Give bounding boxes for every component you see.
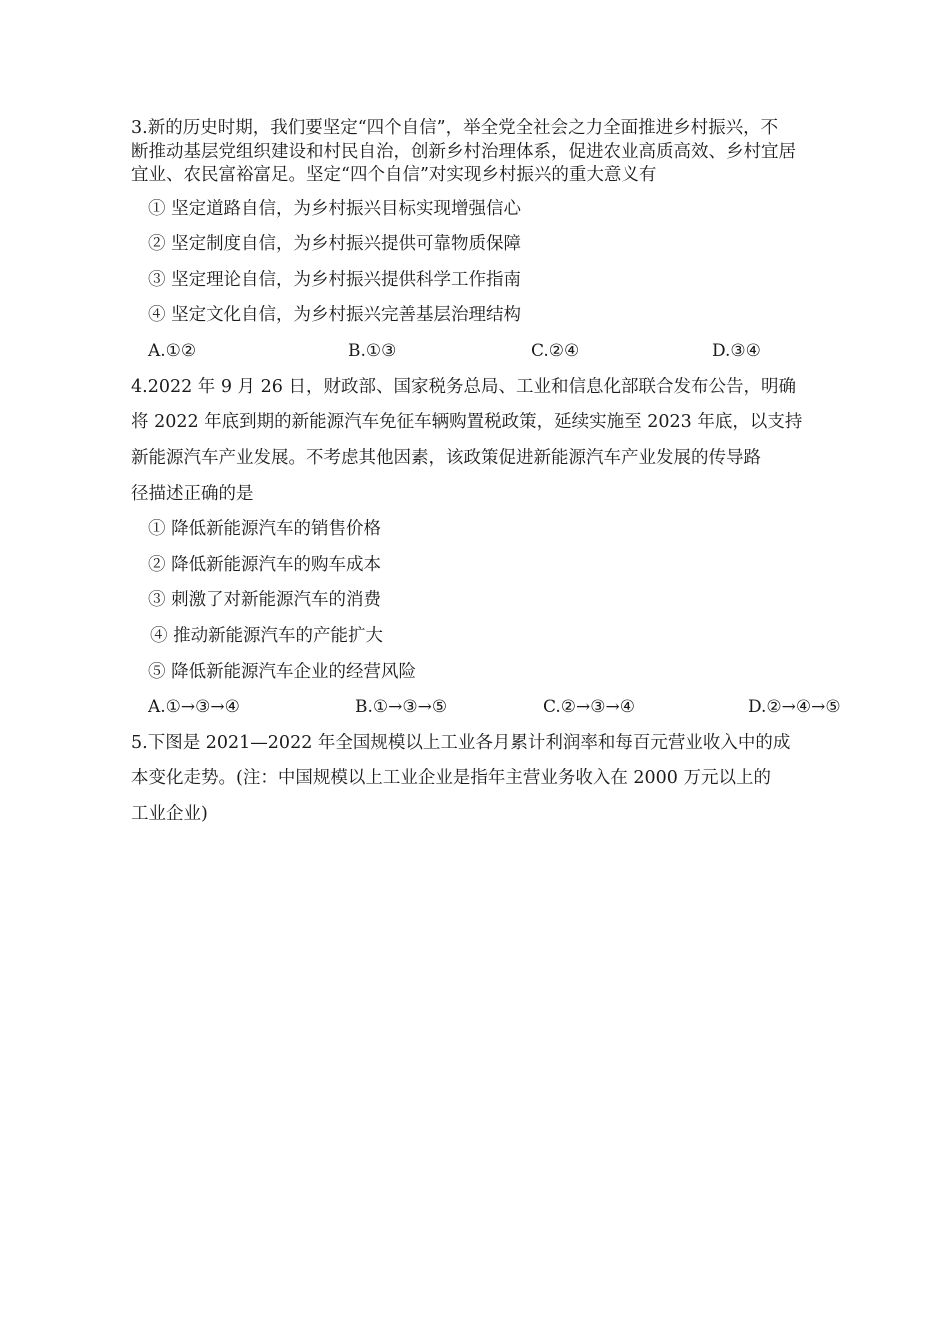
q4-stem-line-1: 4.2022 年 9 月 26 日，财政部、国家税务总局、工业和信息化部联合发布公告，明确 bbox=[131, 377, 796, 397]
q3-stem-line-2: 断推动基层党组织建设和村民自治，创新乡村治理体系，促进农业高质高效、乡村宜居 bbox=[131, 142, 796, 162]
q4-option-1: ① 降低新能源汽车的销售价格 bbox=[148, 519, 382, 539]
q3-option-4: ④ 坚定文化自信，为乡村振兴完善基层治理结构 bbox=[148, 305, 522, 325]
q3-option-3: ③ 坚定理论自信，为乡村振兴提供科学工作指南 bbox=[148, 270, 522, 290]
q3-choice-b: B.①③ bbox=[348, 341, 397, 361]
q3-option-2: ② 坚定制度自信，为乡村振兴提供可靠物质保障 bbox=[148, 234, 522, 254]
q3-choice-d: D.③④ bbox=[712, 341, 761, 361]
q3-stem-line-1: 3.新的历史时期，我们要坚定“四个自信”，举全党全社会之力全面推进乡村振兴，不 bbox=[131, 118, 779, 138]
q4-option-5: ⑤ 降低新能源汽车企业的经营风险 bbox=[148, 662, 417, 682]
q5-stem-line-1: 5.下图是 2021—2022 年全国规模以上工业各月累计利润率和每百元营业收入中的成 bbox=[131, 733, 791, 753]
q4-choice-a: A.①→③→④ bbox=[148, 697, 240, 717]
q5-stem-line-2: 本变化走势。(注：中国规模以上工业企业是指年主营业务收入在 2000 万元以上的 bbox=[131, 768, 771, 788]
q4-stem-line-2: 将 2022 年底到期的新能源汽车免征车辆购置税政策，延续实施至 2023 年底，以支持 bbox=[131, 412, 803, 432]
q3-choice-a: A.①② bbox=[148, 341, 197, 361]
q4-option-3: ③ 刺激了对新能源汽车的消费 bbox=[148, 590, 382, 610]
q4-stem-line-3: 新能源汽车产业发展。不考虑其他因素，该政策促进新能源汽车产业发展的传导路 bbox=[131, 448, 761, 468]
q4-stem-line-4: 径描述正确的是 bbox=[131, 484, 254, 504]
q3-option-1: ① 坚定道路自信，为乡村振兴目标实现增强信心 bbox=[148, 199, 522, 219]
q5-stem-line-3: 工业企业) bbox=[131, 804, 208, 824]
q4-choice-d: D.②→④→⑤ bbox=[748, 697, 841, 717]
q3-choice-c: C.②④ bbox=[531, 341, 580, 361]
q4-option-4: ④ 推动新能源汽车的产能扩大 bbox=[150, 626, 384, 646]
q4-choice-b: B.①→③→⑤ bbox=[355, 697, 448, 717]
q4-option-2: ② 降低新能源汽车的购车成本 bbox=[148, 555, 382, 575]
q4-choice-c: C.②→③→④ bbox=[543, 697, 636, 717]
q3-stem-line-3: 宜业、农民富裕富足。坚定“四个自信”对实现乡村振兴的重大意义有 bbox=[131, 165, 657, 185]
